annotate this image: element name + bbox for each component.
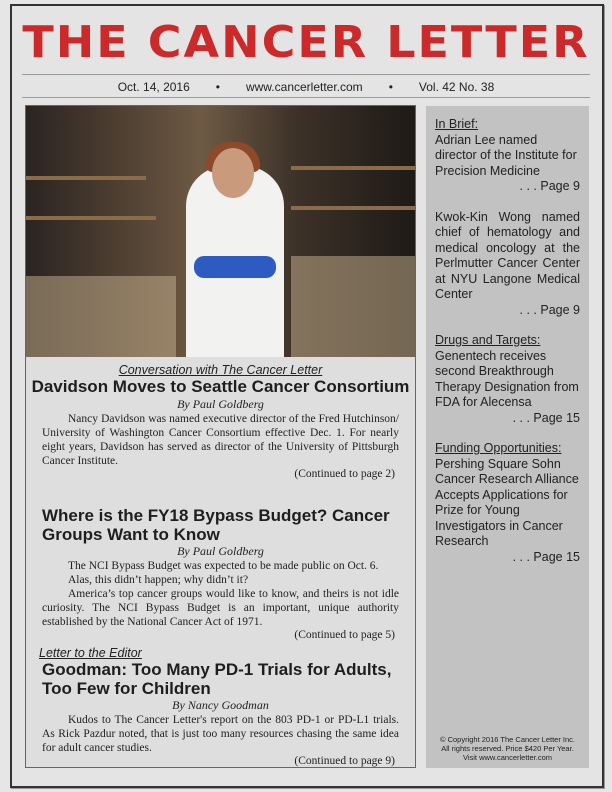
- divider: [22, 74, 590, 75]
- masthead-title: THE CANCER LETTER: [22, 16, 590, 68]
- sidebar-item-drugs-targets[interactable]: Drugs and Targets: Genentech receives second Breakthrough Therapy Designation from FDA for Alecensa . . . Page 15: [435, 333, 580, 425]
- divider: [22, 97, 590, 98]
- masthead: [20, 14, 592, 70]
- story3-kicker[interactable]: Letter to the Editor: [39, 646, 142, 660]
- dateline: [22, 76, 590, 98]
- lead-byline: By Paul Goldberg: [177, 397, 264, 411]
- story3-headline[interactable]: Goodman: Too Many PD-1 Trials for Adults, Too Few for Children: [42, 660, 392, 698]
- sidebar: [426, 106, 589, 768]
- lead-continued-link[interactable]: (Continued to page 2): [294, 468, 395, 480]
- bullet-separator: •: [388, 80, 393, 94]
- sidebar-item-in-brief[interactable]: In Brief: Adrian Lee named director of the Institute for Precision Medicine . . . Page 9: [435, 117, 580, 193]
- lead-body: Nancy Davidson was named executive director of the Fred Hutchinson/ University of Washington Cancer Consortium effective Dec. 1. For nearly eight years, Davidson has served as director of the University of Pittsburgh Cancer Institute.: [42, 413, 399, 467]
- issue-date: Oct. 14, 2016: [117, 80, 190, 94]
- story2-continued-link[interactable]: (Continued to page 5): [294, 629, 395, 641]
- story2-byline: By Paul Goldberg: [177, 544, 264, 558]
- sidebar-item-funding[interactable]: Funding Opportunities: Pershing Square Sohn Cancer Research Alliance Accepts Applications for Prize for Young Investigators in Cancer Research . . . Page 15: [435, 441, 580, 564]
- lead-photo: [26, 106, 415, 357]
- lead-headline[interactable]: Davidson Moves to Seattle Cancer Consortium: [31, 377, 410, 396]
- volume-number: Vol. 42 No. 38: [418, 80, 495, 94]
- story3-body: Kudos to The Cancer Letter's report on the 803 PD-1 or PD-L1 trials. As Rick Pazdur noted, that is just too many resources chasing the same idea for adult cancer studies.: [42, 714, 399, 754]
- bullet-separator: •: [215, 80, 220, 94]
- copyright-notice: © Copyright 2016 The Cancer Letter Inc. All rights reserved. Price $420 Per Year. Visit www.cancerletter.com: [439, 735, 576, 762]
- story3-continued-link[interactable]: (Continued to page 9): [294, 755, 395, 767]
- story2-body: The NCI Bypass Budget was expected to be made public on Oct. 6. Alas, this didn’t happen; why didn’t it? America’s top cancer groups would like to know, and theirs is not idle curiosity. The NCI Bypass Budget is an important, unique authority established by the National Cancer Act of 1971.: [42, 560, 399, 628]
- main-column: [25, 105, 416, 768]
- website-link[interactable]: www.cancerletter.com: [245, 80, 363, 94]
- story3-byline: By Nancy Goodman: [172, 698, 269, 712]
- story2-headline[interactable]: Where is the FY18 Bypass Budget? Cancer Groups Want to Know: [42, 506, 390, 544]
- sidebar-item-wong[interactable]: Kwok-Kin Wong named chief of hematology and medical oncology at the Perlmutter Cancer Center at NYU Langone Medical Center . . . Page 9: [435, 209, 580, 317]
- lead-kicker[interactable]: Conversation with The Cancer Letter: [118, 363, 323, 377]
